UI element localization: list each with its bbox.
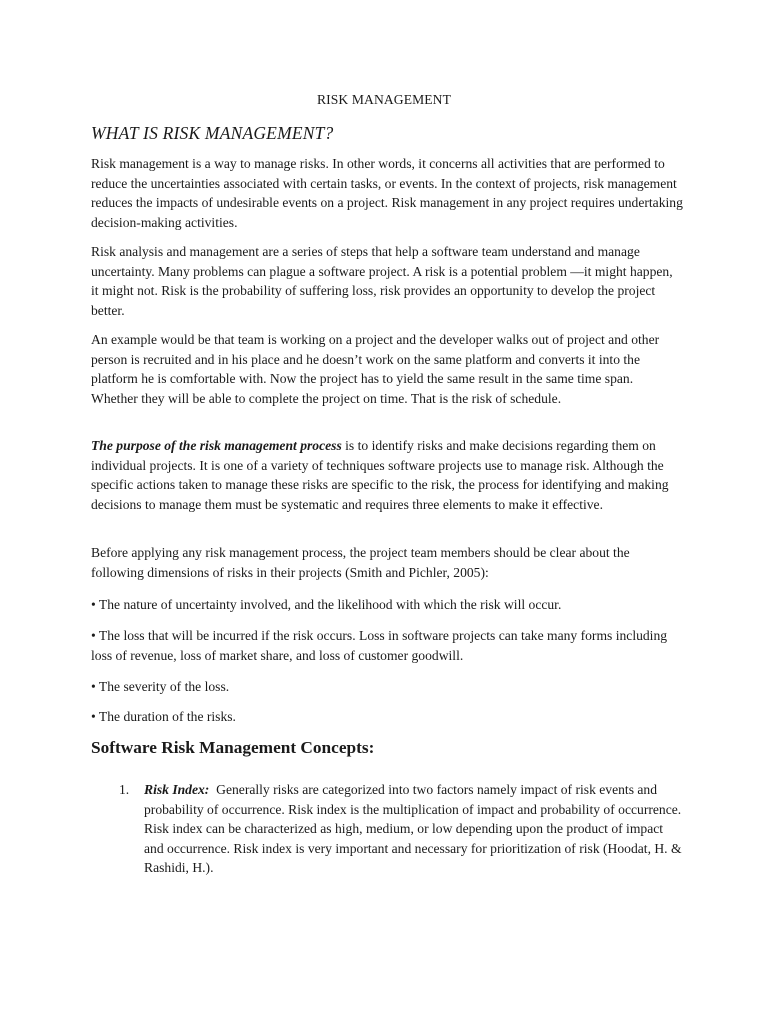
paragraph-purpose <box>91 436 683 514</box>
paragraph-risk-analysis: Risk analysis and management are a series of steps that help a software team understand and manage uncertainty. Many problems can plague a software project. A risk is a potential problem —it might happen, it might not. Risk is the probability of suffering loss, risk provides an opportunity to develop the project better. <box>91 244 673 318</box>
purpose-lead-text: The purpose of the risk management process <box>91 438 342 453</box>
bullet-uncertainty: • The nature of uncertainty involved, and the likelihood with which the risk will occur. <box>91 597 562 612</box>
bullet-duration: • The duration of the risks. <box>91 709 236 724</box>
paragraph-before-applying: Before applying any risk management process, the project team members should be clear about the following dimensions of risks in their projects (Smith and Pichler, 2005): <box>91 545 630 580</box>
heading-concepts: Software Risk Management Concepts: <box>91 738 375 757</box>
document-title: RISK MANAGEMENT <box>316 92 452 107</box>
bullet-severity: • The severity of the loss. <box>91 679 230 694</box>
concepts-list <box>119 780 683 878</box>
heading-what-is-risk-management: WHAT IS RISK MANAGEMENT? <box>91 123 334 143</box>
paragraph-definition: Risk management is a way to manage risks. In other words, it concerns all activities that are performed to reduce the uncertainties associated with certain tasks, or events. In the context of projects, risk management reduces the impacts of undesirable events on a project. Risk management in any project requires undertaking decision-making activities. <box>91 156 683 230</box>
list-item <box>119 780 683 878</box>
paragraph-example: An example would be that team is working on a project and the developer walks out of project and other person is recruited and in his place and he doesn’t work on the same platform and converts it into the platform he is comfortable with. Now the project has to yield the same result in the same time span. Whether they will be able to complete the project on time. That is the risk of schedule. <box>91 332 660 406</box>
bullet-loss: • The loss that will be incurred if the risk occurs. Loss in software projects can take many forms including loss of revenue, loss of market share, and loss of customer goodwill. <box>91 628 668 663</box>
list-item-text: Generally risks are categorized into two factors namely impact of risk events and probability of occurrence. Risk index is the multiplication of impact and probability of occurrence. Risk index can be characterized as high, medium, or low depending upon the product of impact and occurrence. Risk index is very important and necessary for prioritization of risk (Hoodat, H. & Rashidi, H.). <box>144 782 685 875</box>
list-item-term: Risk Index: <box>144 782 210 797</box>
purpose-rest-text: is to identify risks and make decisions regarding them on individual projects. It is one of a variety of techniques software projects use to manage risk. Although the specific actions taken to manage these risks are specific to the risk, the process for identifying and making decisions to manage them must be systematic and requires three elements to make it effective. <box>91 438 669 512</box>
list-item-number: 1. <box>119 782 130 797</box>
